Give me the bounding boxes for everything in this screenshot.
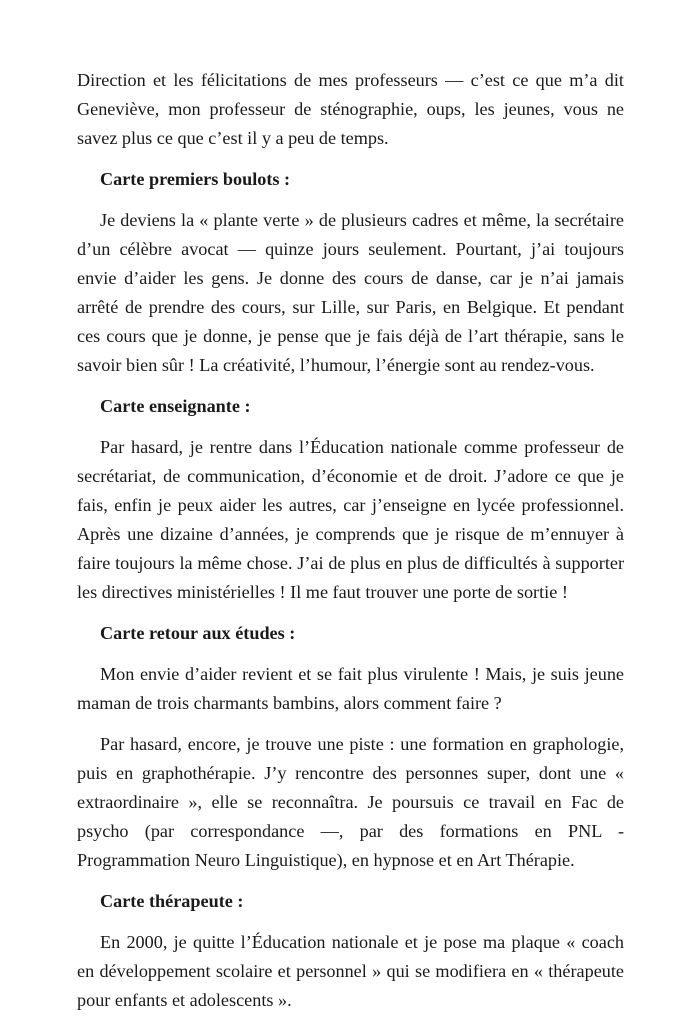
section-heading-enseignante: Carte enseignante : <box>100 396 251 416</box>
paragraph-premiers-boulots: Je deviens la « plante verte » de plusieurs cadres et même, la secrétaire d’un célèbre avocat — quinze jours seulement. Pourtant, j’ai toujours envie d’aider les gens. Je donne des cours de danse, car je n’ai jamais arrêté de prendre des cours, sur Lille, sur Paris, en Belgique. Et pendant ces cours que je donne, je pense que je fais déjà de l’art thérapie, sans le savoir bien sûr ! La créativité, l’humour, l’énergie sont au rendez-vous. <box>77 210 624 375</box>
paragraph-intro-continuation: Direction et les félicitations de mes professeurs — c’est ce que m’a dit Geneviève, mon professeur de sténographie, oups, les jeunes, vous ne savez plus ce que c’est il y a peu de temps. <box>77 70 624 148</box>
paragraph-retour-aux-etudes-2: Par hasard, encore, je trouve une piste : une formation en graphologie, puis en graphothérapie. J’y rencontre des personnes super, dont une « extraordinaire », elle se reconnaîtra. Je poursuis ce travail en Fac de psycho (par correspondance —, par des formations en PNL - Programmation Neuro Linguistique), en hypnose et en Art Thérapie. <box>77 734 624 870</box>
paragraph-enseignante: Par hasard, je rentre dans l’Éducation nationale comme professeur de secrétariat, de communication, d’économie et de droit. J’adore ce que je fais, enfin je peux aider les autres, car j’enseigne en lycée professionnel. Après une dizaine d’années, je comprends que je risque de m’ennuyer à faire toujours la même chose. J’ai de plus en plus de difficultés à supporter les directives ministérielles ! Il me faut trouver une porte de sortie ! <box>77 437 624 602</box>
section-heading-therapeute: Carte thérapeute : <box>100 891 244 911</box>
section-heading-retour-aux-etudes: Carte retour aux études : <box>100 623 296 643</box>
paragraph-therapeute: En 2000, je quitte l’Éducation nationale et je pose ma plaque « coach en développement scolaire et personnel » qui se modifiera en « thérapeute pour enfants et adolescents ». <box>77 932 624 1010</box>
paragraph-retour-aux-etudes-1: Mon envie d’aider revient et se fait plus virulente ! Mais, je suis jeune maman de trois charmants bambins, alors comment faire ? <box>77 664 624 713</box>
document-page <box>77 66 624 1027</box>
section-heading-premiers-boulots: Carte premiers boulots : <box>100 169 291 189</box>
